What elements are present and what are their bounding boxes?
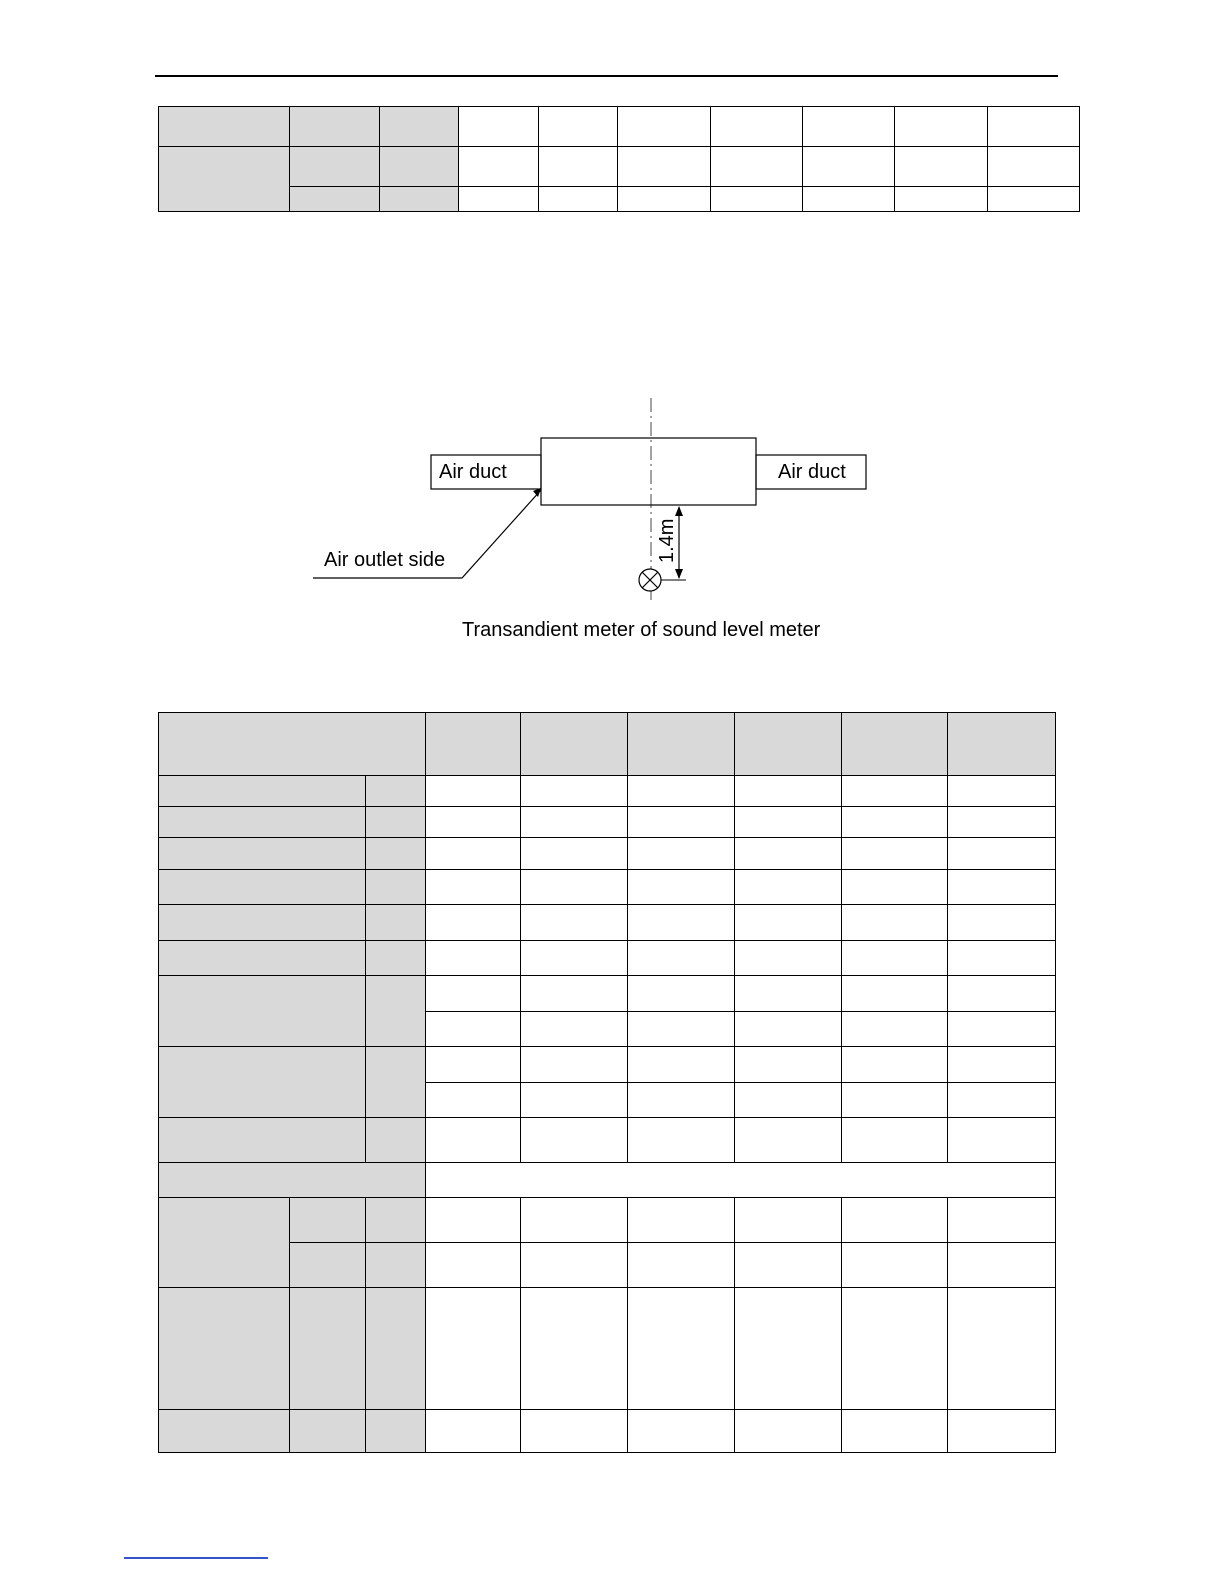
table-row bbox=[159, 1047, 1056, 1083]
sound-meter-icon bbox=[639, 569, 661, 591]
right-duct-label: Air duct bbox=[778, 461, 846, 483]
table-row bbox=[159, 976, 1056, 1012]
table-row bbox=[159, 1410, 1056, 1453]
diagram-caption: Transandient meter of sound level meter bbox=[462, 619, 821, 641]
table-row bbox=[159, 1163, 1056, 1198]
sound-measurement-diagram bbox=[0, 0, 1224, 700]
left-duct-label: Air duct bbox=[439, 461, 507, 483]
table-row bbox=[159, 1198, 1056, 1243]
outlet-label: Air outlet side bbox=[324, 549, 446, 571]
dimension-arrow-up-icon bbox=[675, 506, 683, 516]
table-row bbox=[159, 1288, 1056, 1410]
dimension-arrow-down-icon bbox=[675, 569, 683, 579]
table-row bbox=[159, 838, 1056, 870]
main-spec-table bbox=[158, 712, 1056, 1453]
table-row bbox=[159, 776, 1056, 807]
table-row bbox=[159, 941, 1056, 976]
table-row bbox=[159, 1243, 1056, 1288]
table-header-row bbox=[159, 713, 1056, 776]
table-row bbox=[159, 1118, 1056, 1163]
unit-body bbox=[541, 438, 756, 505]
footer-link-underline[interactable] bbox=[124, 1557, 268, 1559]
table-row bbox=[159, 905, 1056, 941]
table-row bbox=[159, 807, 1056, 838]
distance-label: 1.4m bbox=[656, 518, 678, 563]
table-row bbox=[159, 870, 1056, 905]
